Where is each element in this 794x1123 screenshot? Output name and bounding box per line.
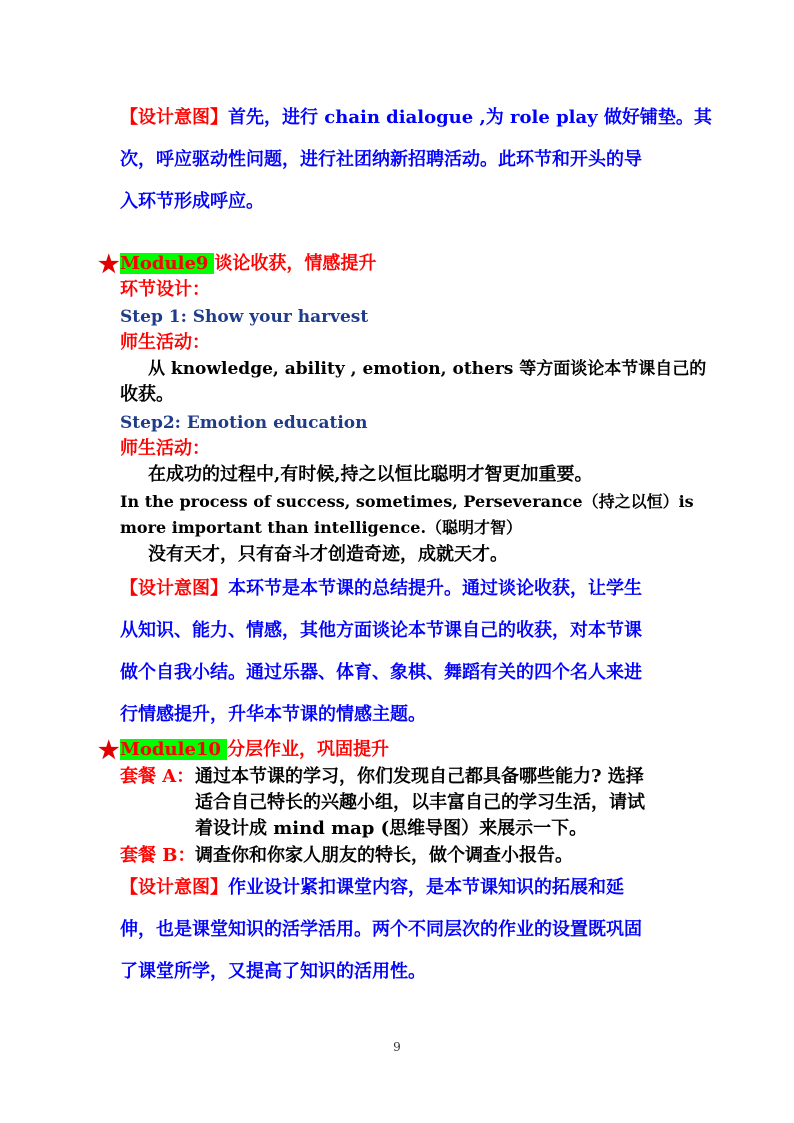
- design-intent-label: 【设计意图】: [120, 578, 228, 599]
- module9-step2: Step2: Emotion education: [120, 413, 368, 433]
- star-icon: ★: [98, 735, 120, 764]
- design-intent-label: 【设计意图】: [120, 107, 228, 128]
- package-a-line-2: 适合自己特长的兴趣小组，以丰富自己的学习生活，请试: [195, 792, 645, 813]
- module10-tag: Module10: [120, 739, 227, 760]
- module9-tag: Module9: [120, 253, 214, 274]
- module9-activity-label-1: 师生活动：: [120, 332, 210, 353]
- module9-activity-2-line-3: more important than intelligence.（聪明才智）: [120, 518, 523, 537]
- design-intent-2-line-4: 行情感提升，升华本节课的情感主题。: [120, 704, 426, 725]
- module9-activity-2-line-2: In the process of success, sometimes, Perseverance（持之以恒）is: [120, 492, 694, 511]
- module10-heading: [120, 738, 389, 762]
- design-intent-1-line-3: 入环节形成呼应。: [120, 191, 264, 212]
- package-a-line-3: 着设计成 mind map (思维导图）来展示一下。: [195, 818, 588, 839]
- module9-activity-2-line-1: 在成功的过程中,有时候,持之以恒比聪明才智更加重要。: [148, 464, 593, 485]
- package-b-text: 调查你和你家人朋友的特长，做个调查小报告。: [195, 845, 573, 866]
- module9-title: 谈论收获，情感提升: [214, 253, 377, 274]
- page-number: 9: [393, 1040, 401, 1054]
- module9-heading: [120, 252, 376, 276]
- design-intent-1-line-2: 次，呼应驱动性问题，进行社团纳新招聘活动。此环节和开头的导: [120, 149, 642, 170]
- design-intent-3-line-1: 【设计意图】作业设计紧扣课堂内容，是本节课知识的拓展和延: [120, 877, 624, 898]
- package-b-label: 套餐 B：: [120, 845, 196, 866]
- design-intent-2-line-3: 做个自我小结。通过乐器、体育、象棋、舞蹈有关的四个名人来进: [120, 662, 642, 683]
- module9-activity-label-2: 师生活动：: [120, 438, 210, 459]
- module9-activity-1-line-2: 收获。: [120, 384, 174, 405]
- design-intent-2-line-1: 【设计意图】本环节是本节课的总结提升。通过谈论收获，让学生: [120, 578, 642, 599]
- module9-activity-1-line-1: 从 knowledge, ability , emotion, others 等方面谈论本节课自己的: [148, 359, 707, 379]
- package-a-line-1: 通过本节课的学习，你们发现自己都具备哪些能力? 选择: [195, 766, 644, 787]
- module10-title: 分层作业，巩固提升: [226, 739, 389, 760]
- module9-step1: Step 1: Show your harvest: [120, 307, 369, 327]
- package-a-label: 套餐 A：: [120, 766, 195, 787]
- design-intent-3-line-2: 伸，也是课堂知识的活学活用。两个不同层次的作业的设置既巩固: [120, 919, 642, 940]
- star-icon: ★: [98, 249, 120, 278]
- design-intent-1-line-1: 【设计意图】首先，进行 chain dialogue ,为 role play 做好铺垫。其: [120, 107, 712, 128]
- module9-activity-2-line-4: 没有天才，只有奋斗才创造奇迹，成就天才。: [148, 544, 508, 565]
- module9-section-label: 环节设计：: [120, 279, 210, 300]
- design-intent-2-line-2: 从知识、能力、情感，其他方面谈论本节课自己的收获，对本节课: [120, 620, 642, 641]
- design-intent-label: 【设计意图】: [120, 877, 228, 898]
- design-intent-3-line-3: 了课堂所学，又提高了知识的活用性。: [120, 961, 426, 982]
